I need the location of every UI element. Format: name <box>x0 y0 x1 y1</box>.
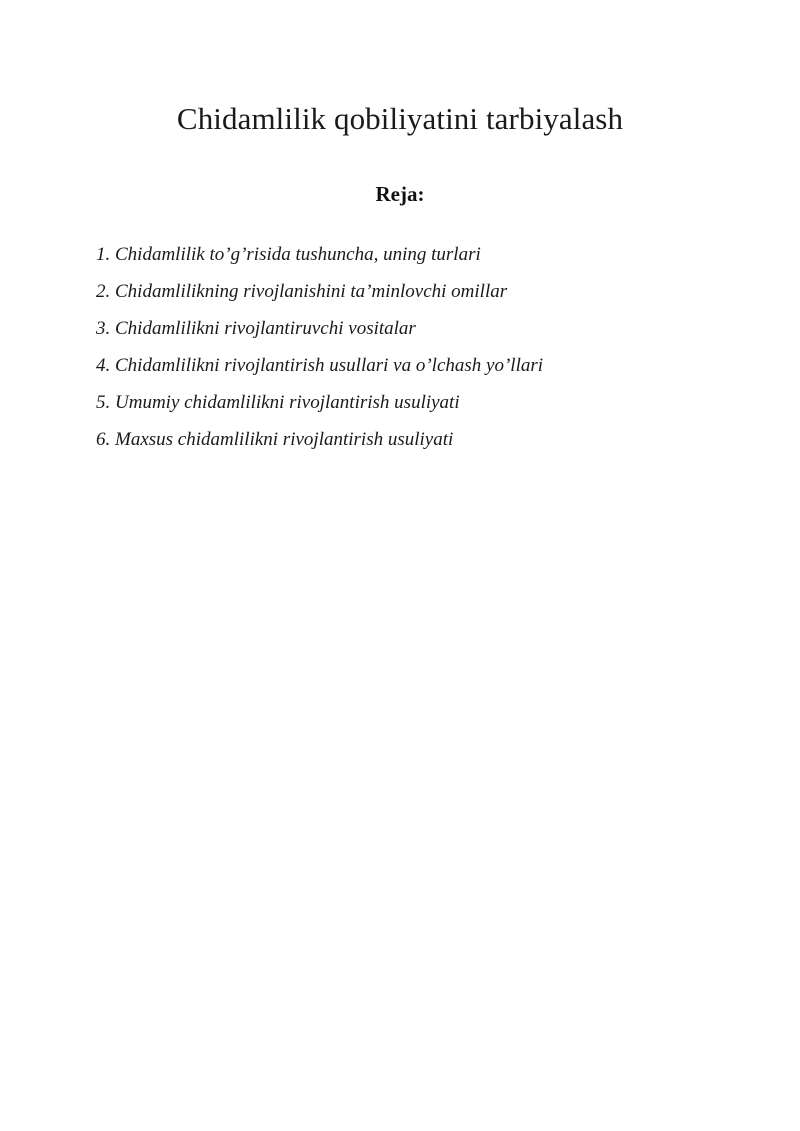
list-item-label: Chidamlilik to’g’risida tushuncha, uning turlari <box>115 244 481 265</box>
list-item-number: 4. <box>96 355 111 376</box>
list-item-number: 3. <box>96 318 111 339</box>
list-item <box>96 347 716 384</box>
list-item-label: Chidamlilikning rivojlanishini ta’minlovchi omillar <box>115 281 508 302</box>
list-item <box>96 421 716 458</box>
list-item-label: Chidamlilikni rivojlantirish usullari va o’lchash yo’llari <box>115 355 544 376</box>
list-item <box>96 310 716 347</box>
list-item <box>96 273 716 310</box>
list-item-number: 5. <box>96 392 111 413</box>
page-title: Chidamlilik qobiliyatini tarbiyalash <box>176 100 624 136</box>
list-item-number: 2. <box>96 281 111 302</box>
list-item-label: Chidamlilikni rivojlantiruvchi vositalar <box>115 318 416 339</box>
list-item <box>96 236 716 273</box>
list-item-number: 6. <box>96 429 111 450</box>
list-item-label: Maxsus chidamlilikni rivojlantirish usuliyati <box>115 429 454 450</box>
list-item <box>96 384 716 421</box>
plan-section-heading: Reja: <box>375 182 425 207</box>
list-item-label: Umumiy chidamlilikni rivojlantirish usuliyati <box>115 392 460 413</box>
list-item-number: 1. <box>96 244 111 265</box>
plan-list <box>96 236 716 458</box>
